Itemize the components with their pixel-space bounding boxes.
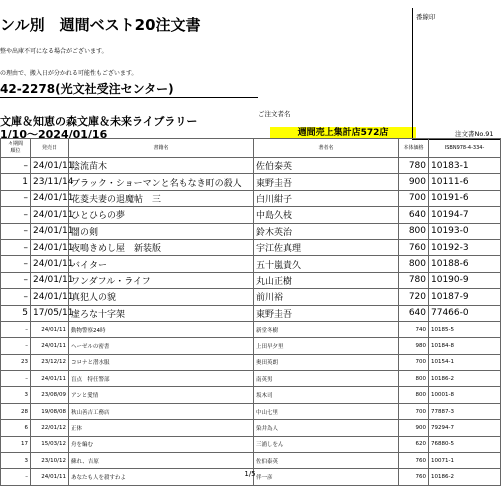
cell-author: 丸山正樹 (254, 272, 399, 288)
cell-prev: – (1, 207, 31, 223)
cell-date: 24/01/11 (31, 338, 69, 354)
cell-prev: – (1, 272, 31, 288)
cell-author: 前川裕 (254, 289, 399, 305)
table-row (1, 289, 501, 305)
cell-isbn: 10191-6 (429, 190, 501, 206)
cell-price: 740 (399, 321, 429, 337)
cell-title: 陰流苗木 (69, 158, 254, 174)
cell-isbn: 10001-8 (429, 387, 501, 403)
cell-title: コロナと潜水服 (69, 354, 254, 370)
cell-title: 花菱夫妻の退魔帖 三 (69, 190, 254, 206)
bestseller-table (0, 138, 501, 486)
cell-prev: 23 (1, 354, 31, 370)
col-prev-rank: 々期間 順位 (1, 139, 31, 158)
phone-underline (0, 97, 258, 98)
cell-author: 伴一彦 (254, 469, 399, 485)
page-title: ンル別 週間ベスト20注文書 (0, 16, 201, 34)
cell-author: 佐伯泰英 (254, 453, 399, 469)
cell-isbn: 10192-3 (429, 239, 501, 255)
table-row (1, 256, 501, 272)
cell-date: 24/01/11 (31, 239, 69, 255)
cell-title: 虚ろな十字架 (69, 305, 254, 321)
cell-price: 700 (399, 190, 429, 206)
cell-isbn: 10186-2 (429, 371, 501, 387)
table-body (1, 158, 501, 486)
cell-title: 動物警察24時 (69, 321, 254, 337)
table-row (1, 321, 501, 337)
cell-prev: – (1, 223, 31, 239)
cell-isbn: 10194-7 (429, 207, 501, 223)
stamp-label: 番線印 (416, 13, 436, 21)
notice-line-1: 整や出庫不可になる場合がございます。 (0, 48, 108, 55)
cell-date: 24/01/11 (31, 371, 69, 387)
cell-price: 900 (399, 420, 429, 436)
cell-title: 夜鳴きめし屋 新装版 (69, 239, 254, 255)
cell-title: 舟を編む (69, 436, 254, 452)
cell-isbn: 10185-5 (429, 321, 501, 337)
stamp-box (412, 8, 501, 140)
cell-date: 23/08/09 (31, 387, 69, 403)
table-row (1, 239, 501, 255)
cell-title: あなたも人を殺すわよ (69, 469, 254, 485)
cell-price: 700 (399, 403, 429, 419)
cell-prev: – (1, 469, 31, 485)
cell-author: 南英男 (254, 371, 399, 387)
cell-title: 蘇れ、吉原 (69, 453, 254, 469)
cell-date: 24/01/11 (31, 190, 69, 206)
cell-title: 秋山善吉工務店 (69, 403, 254, 419)
cell-prev: 28 (1, 403, 31, 419)
cell-isbn: 77466-0 (429, 305, 501, 321)
table-row (1, 436, 501, 452)
col-price: 本体価格 (399, 139, 429, 158)
cell-author: 五十嵐貴久 (254, 256, 399, 272)
cell-author: 中島久枝 (254, 207, 399, 223)
cell-date: 24/01/11 (31, 223, 69, 239)
cell-date: 24/01/11 (31, 469, 69, 485)
table-row (1, 223, 501, 239)
order-number: 注文書No.91 (455, 130, 494, 138)
cell-prev: 6 (1, 420, 31, 436)
cell-author: 上田早夕里 (254, 338, 399, 354)
cell-price: 800 (399, 223, 429, 239)
cell-date: 23/12/12 (31, 354, 69, 370)
table-row (1, 207, 501, 223)
cell-isbn: 10193-0 (429, 223, 501, 239)
cell-prev: – (1, 371, 31, 387)
bookstore-count: 週間売上集計店572店 (297, 128, 389, 138)
order-center-phone: 42-2278(光文社受注センター) (0, 82, 174, 96)
cell-prev: – (1, 239, 31, 255)
cell-author: 佐伯泰英 (254, 158, 399, 174)
cell-title: アンと愛情 (69, 387, 254, 403)
page-number: 1/5 (244, 470, 256, 478)
cell-isbn: 10188-6 (429, 256, 501, 272)
table-row (1, 453, 501, 469)
cell-date: 24/01/11 (31, 158, 69, 174)
cell-isbn: 76880-5 (429, 436, 501, 452)
cell-prev: 1 (1, 174, 31, 190)
cell-author: 東野圭吾 (254, 174, 399, 190)
cell-prev: – (1, 321, 31, 337)
table-row (1, 158, 501, 174)
table-row (1, 305, 501, 321)
cell-isbn: 10187-9 (429, 289, 501, 305)
cell-prev: – (1, 338, 31, 354)
cell-price: 900 (399, 174, 429, 190)
table-header-row (1, 139, 501, 158)
col-isbn: ISBN978-4-334- (429, 139, 501, 158)
cell-isbn: 77887-3 (429, 403, 501, 419)
cell-author: 中山七里 (254, 403, 399, 419)
cell-date: 22/01/12 (31, 420, 69, 436)
cell-price: 640 (399, 305, 429, 321)
cell-price: 620 (399, 436, 429, 452)
cell-isbn: 10154-1 (429, 354, 501, 370)
cell-isbn: 10071-1 (429, 453, 501, 469)
cell-date: 23/11/14 (31, 174, 69, 190)
cell-title: 正体 (69, 420, 254, 436)
cell-title: 真犯人の貌 (69, 289, 254, 305)
cell-prev: 5 (1, 305, 31, 321)
cell-isbn: 10186-2 (429, 469, 501, 485)
table-row (1, 371, 501, 387)
cell-price: 720 (399, 289, 429, 305)
cell-author: 宇江佐真理 (254, 239, 399, 255)
table-row (1, 420, 501, 436)
cell-author: 東野圭吾 (254, 305, 399, 321)
cell-isbn: 10190-9 (429, 272, 501, 288)
cell-isbn: 79294-7 (429, 420, 501, 436)
cell-isbn: 10184-8 (429, 338, 501, 354)
cell-prev: 17 (1, 436, 31, 452)
publisher-line: 文庫＆知恵の森文庫＆未来ライブラリー (0, 115, 198, 128)
table-row (1, 272, 501, 288)
cell-date: 24/01/11 (31, 321, 69, 337)
table-row (1, 174, 501, 190)
cell-price: 760 (399, 453, 429, 469)
cell-title: ひとひらの夢 (69, 207, 254, 223)
cell-title: ワンダフル・ライフ (69, 272, 254, 288)
cell-author: 三浦しをん (254, 436, 399, 452)
cell-price: 780 (399, 158, 429, 174)
cell-prev: – (1, 256, 31, 272)
cell-date: 23/10/12 (31, 453, 69, 469)
cell-price: 980 (399, 338, 429, 354)
cell-date: 17/05/11 (31, 305, 69, 321)
cell-title: ブラック・ショーマンと名もなき町の殺人 (69, 174, 254, 190)
cell-title: 盲点 特任警部 (69, 371, 254, 387)
col-release-date: 発売日 (31, 139, 69, 158)
cell-prev: – (1, 190, 31, 206)
table-row (1, 190, 501, 206)
cell-author: 新堂冬樹 (254, 321, 399, 337)
cell-price: 700 (399, 354, 429, 370)
cell-price: 760 (399, 239, 429, 255)
cell-prev: 3 (1, 453, 31, 469)
cell-date: 19/08/08 (31, 403, 69, 419)
notice-line-2: の理由で、搬入日が分かれる可能性もございます。 (0, 70, 138, 77)
orderer-name-label: ご注文者名 (258, 110, 291, 118)
table-row (1, 354, 501, 370)
cell-author: 奥田英朗 (254, 354, 399, 370)
cell-isbn: 10111-6 (429, 174, 501, 190)
cell-date: 24/01/11 (31, 272, 69, 288)
table-row (1, 387, 501, 403)
cell-title: ヘーゼルの密書 (69, 338, 254, 354)
col-title: 書籍名 (69, 139, 254, 158)
cell-author: 白川紺子 (254, 190, 399, 206)
table-row (1, 338, 501, 354)
cell-prev: – (1, 289, 31, 305)
cell-price: 640 (399, 207, 429, 223)
cell-title: 闇の剣 (69, 223, 254, 239)
cell-price: 780 (399, 272, 429, 288)
cell-author: 坂木司 (254, 387, 399, 403)
sales-period: 1/10～2024/01/16 (0, 128, 108, 141)
cell-author: 染井為人 (254, 420, 399, 436)
table-row (1, 403, 501, 419)
cell-author: 鈴木英治 (254, 223, 399, 239)
cell-prev: – (1, 158, 31, 174)
cell-price: 800 (399, 387, 429, 403)
cell-date: 24/01/11 (31, 207, 69, 223)
cell-price: 760 (399, 469, 429, 485)
cell-date: 24/01/11 (31, 256, 69, 272)
cell-date: 15/03/12 (31, 436, 69, 452)
cell-isbn: 10183-1 (429, 158, 501, 174)
cell-title: バイター (69, 256, 254, 272)
col-author: 著者名 (254, 139, 399, 158)
cell-date: 24/01/11 (31, 289, 69, 305)
cell-price: 800 (399, 371, 429, 387)
cell-prev: 3 (1, 387, 31, 403)
cell-price: 800 (399, 256, 429, 272)
